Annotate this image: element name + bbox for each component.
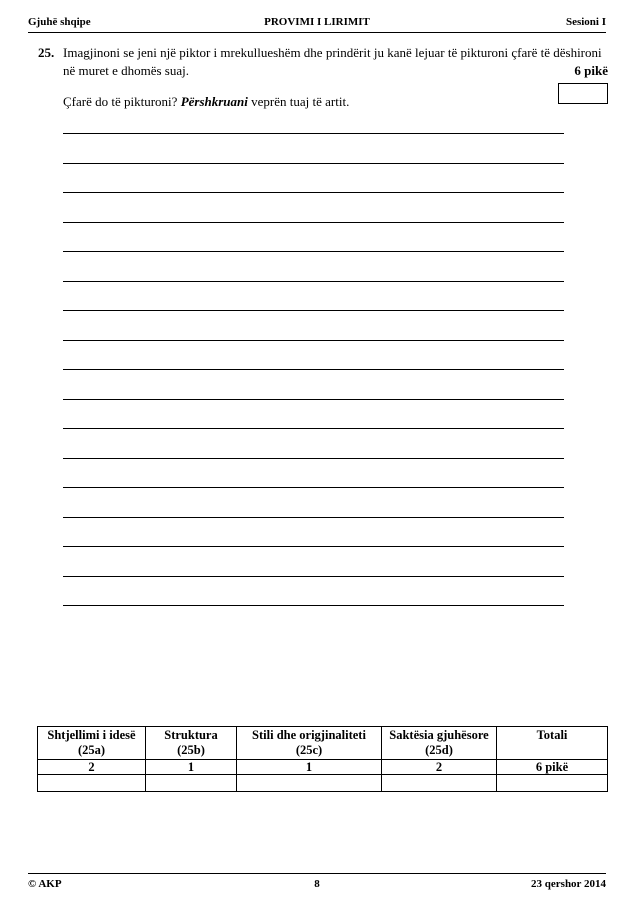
answer-line[interactable]: [63, 487, 564, 488]
answer-line[interactable]: [63, 251, 564, 252]
header-subject: Gjuhë shqipe: [28, 16, 91, 28]
rubric-score-cell[interactable]: [237, 775, 382, 792]
rubric-score-cell[interactable]: [382, 775, 497, 792]
answer-line[interactable]: [63, 458, 564, 459]
rubric-max-cell: 1: [146, 760, 237, 775]
answer-line[interactable]: [63, 133, 564, 134]
answer-area[interactable]: [63, 0, 564, 620]
answer-line[interactable]: [63, 517, 564, 518]
answer-line[interactable]: [63, 340, 564, 341]
rubric-max-cell: 6 pikë: [497, 760, 608, 775]
rubric-max-cell: 2: [382, 760, 497, 775]
answer-line[interactable]: [63, 369, 564, 370]
rubric-header-code: (25a): [77, 743, 106, 757]
rubric-header-cell: [38, 727, 146, 760]
rubric-header-code: (25c): [295, 743, 323, 757]
rubric-max-points-row: [38, 760, 608, 775]
rubric-header-row: [38, 727, 608, 760]
answer-line[interactable]: [63, 546, 564, 547]
rubric-header-cell: [237, 727, 382, 760]
footer-copyright: © AKP: [28, 878, 62, 890]
header-session: Sesioni I: [565, 16, 606, 28]
answer-line[interactable]: [63, 576, 564, 577]
rubric-header-title: Shtjellimi i idesë: [47, 728, 136, 742]
rubric-header-title: Stili dhe origjinaliteti: [252, 728, 366, 742]
answer-line[interactable]: [63, 222, 564, 223]
prompt-rest: veprën tuaj të artit.: [247, 94, 350, 109]
answer-line[interactable]: [63, 163, 564, 164]
rubric-header-cell: [497, 727, 608, 760]
scoring-rubric-table: [37, 726, 608, 792]
rubric-header-cell: [382, 727, 497, 760]
question-points: 6 pikë: [574, 63, 608, 78]
score-box[interactable]: [558, 83, 608, 104]
prompt-text: Çfarë do të pikturoni?: [63, 94, 181, 109]
answer-line[interactable]: [63, 310, 564, 311]
rubric-score-cell[interactable]: [38, 775, 146, 792]
footer-page-number: 8: [314, 878, 320, 890]
question-number: 25.: [38, 45, 55, 60]
answer-line[interactable]: [63, 605, 564, 606]
prompt-emphasis: Përshkruani: [180, 94, 248, 109]
rubric-score-cell[interactable]: [146, 775, 237, 792]
answer-line[interactable]: [63, 399, 564, 400]
rubric-score-row: [38, 775, 608, 792]
footer-date: 23 qershor 2014: [531, 878, 606, 890]
rubric-header-title: Struktura: [164, 728, 218, 742]
rubric-header-title: Saktësia gjuhësore: [389, 728, 489, 742]
rubric-header-code: (25d): [425, 743, 453, 757]
rubric-header-cell: [146, 727, 237, 760]
rubric-header-code: (25b): [177, 743, 205, 757]
rubric-max-cell: 2: [38, 760, 146, 775]
header-exam-title: PROVIMI I LIRIMIT: [264, 16, 370, 28]
page-footer: [28, 873, 606, 890]
rubric-score-cell[interactable]: [497, 775, 608, 792]
rubric-header-title: Totali: [536, 728, 568, 742]
answer-line[interactable]: [63, 428, 564, 429]
rubric-max-cell: 1: [237, 760, 382, 775]
answer-line[interactable]: [63, 192, 564, 193]
question-text: Imagjinoni se jeni një piktor i mrekullueshëm dhe prindërit ju kanë lejuar të pikturoni çfarë të dëshironi në muret e dhomës suaj.: [63, 45, 602, 78]
answer-line[interactable]: [63, 281, 564, 282]
